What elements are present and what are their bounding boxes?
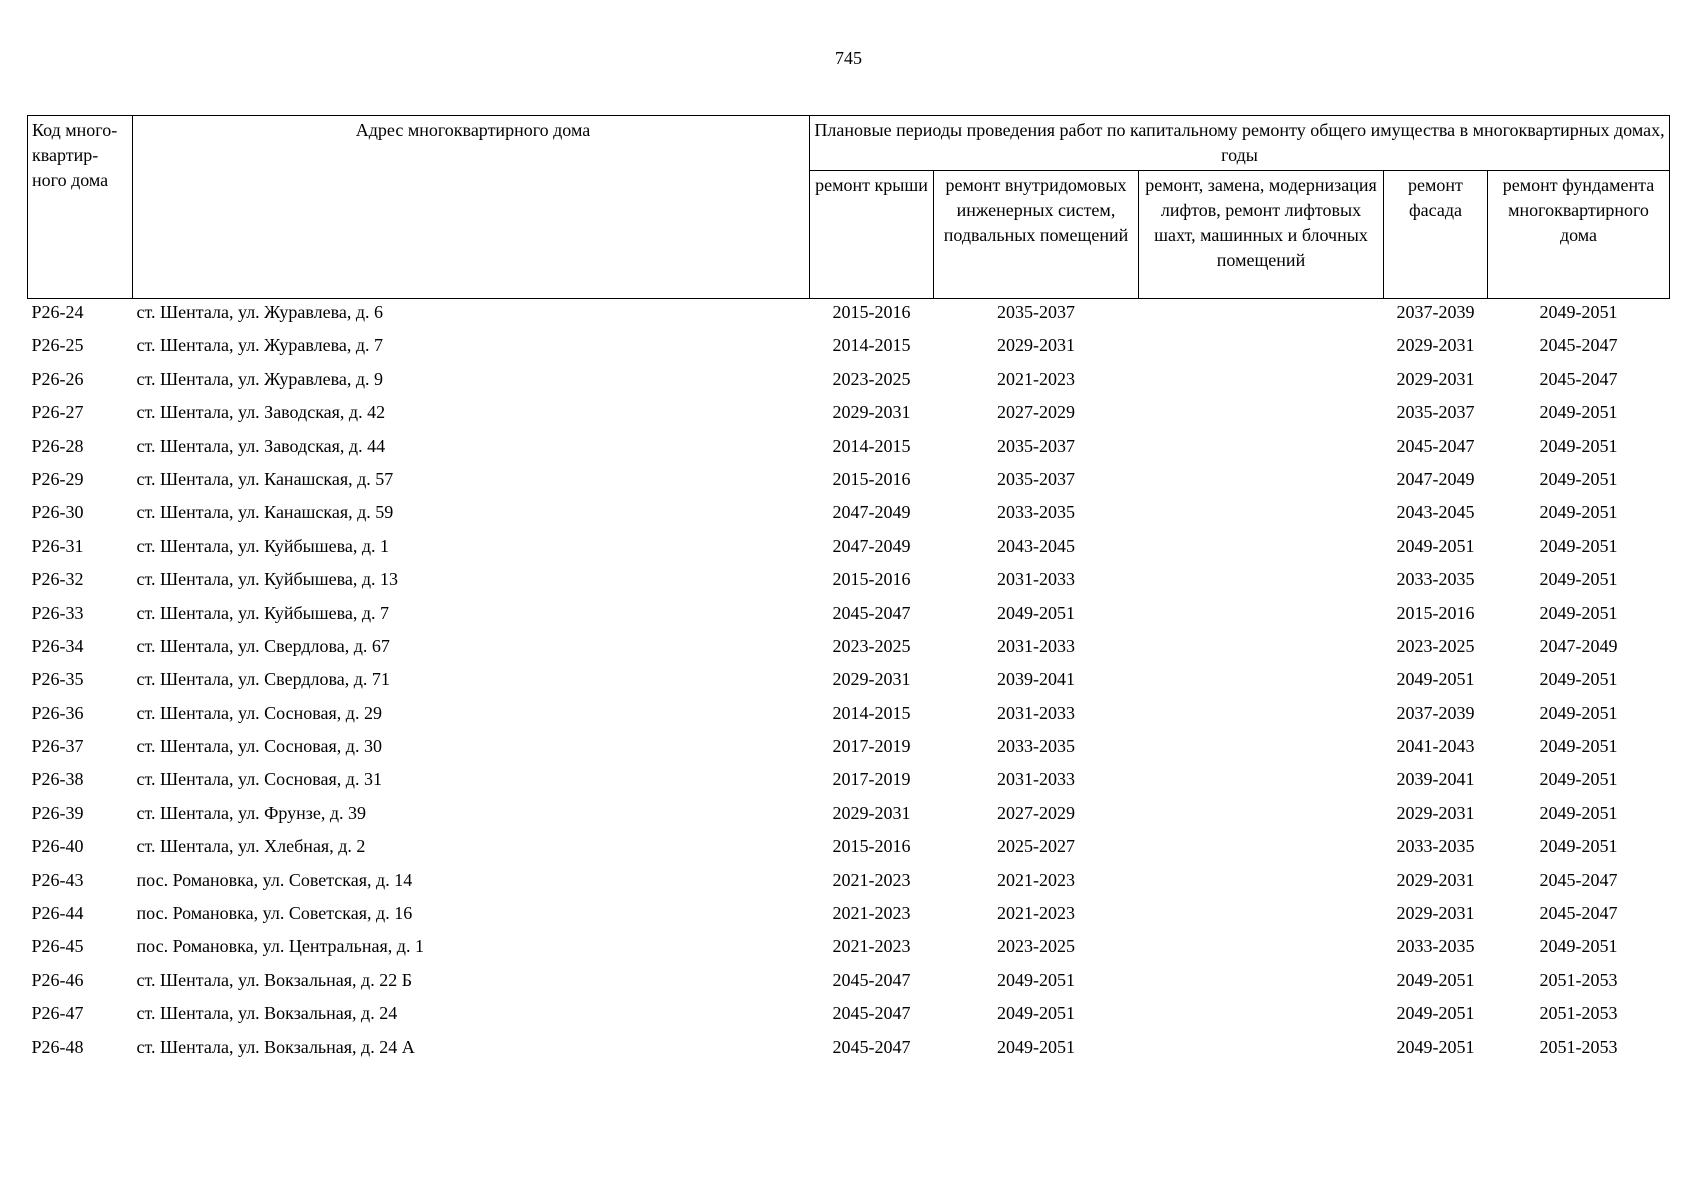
cell-lifts [1139, 433, 1384, 466]
cell-systems: 2039-2041 [997, 669, 1075, 690]
cell-lifts [1139, 800, 1384, 833]
table-row [28, 533, 1670, 566]
cell-roof: 2047-2049 [832, 502, 911, 523]
cell-lifts [1139, 700, 1384, 733]
table-body [28, 299, 1670, 1067]
cell-address: ст. Шентала, ул. Канашская, д. 57 [136, 468, 394, 489]
cell-lifts [1139, 733, 1384, 766]
table-row [28, 666, 1670, 699]
cell-systems: 2031-2033 [997, 569, 1075, 590]
cell-systems: 2043-2045 [997, 535, 1075, 556]
cell-facade: 2029-2031 [1396, 335, 1475, 356]
table-row [28, 366, 1670, 399]
cell-foundation: 2049-2051 [1539, 769, 1618, 790]
cell-systems: 2031-2033 [997, 635, 1075, 656]
cell-facade: 2049-2051 [1396, 1003, 1475, 1024]
cell-foundation: 2051-2053 [1539, 1003, 1618, 1024]
table-row [28, 332, 1670, 365]
cell-facade: 2033-2035 [1396, 569, 1475, 590]
table-row [28, 433, 1670, 466]
cell-facade: 2035-2037 [1396, 402, 1475, 423]
cell-facade: 2037-2039 [1396, 702, 1475, 723]
header-code: Код много-квартир-ного дома [28, 116, 133, 299]
cell-address: ст. Шентала, ул. Сосновая, д. 29 [136, 702, 382, 723]
cell-systems: 2035-2037 [997, 302, 1075, 322]
header-lifts: ремонт, замена, модернизация лифтов, ремонт лифтовых шахт, машинных и блочных помещений [1139, 171, 1384, 299]
page-number: 745 [835, 48, 862, 68]
cell-systems: 2027-2029 [997, 802, 1075, 823]
table-row [28, 399, 1670, 432]
cell-address: ст. Шентала, ул. Хлебная, д. 2 [136, 836, 366, 857]
cell-roof: 2045-2047 [832, 969, 911, 990]
cell-code: Р26-28 [31, 435, 84, 456]
cell-roof: 2021-2023 [832, 903, 911, 924]
table-row [28, 733, 1670, 766]
cell-systems: 2035-2037 [997, 435, 1075, 456]
cell-code: Р26-44 [31, 903, 84, 924]
table-row [28, 499, 1670, 532]
cell-address: ст. Шентала, ул. Куйбышева, д. 13 [136, 569, 398, 590]
table-row [28, 900, 1670, 933]
header-systems: ремонт внутридомовых инженерных систем, подвальных помещений [934, 171, 1139, 299]
cell-facade: 2023-2025 [1396, 635, 1475, 656]
table-row [28, 1000, 1670, 1033]
cell-code: Р26-32 [31, 569, 84, 590]
cell-lifts [1139, 499, 1384, 532]
cell-facade: 2047-2049 [1396, 468, 1475, 489]
cell-systems: 2021-2023 [997, 368, 1075, 389]
cell-systems: 2035-2037 [997, 468, 1075, 489]
cell-roof: 2045-2047 [832, 1003, 911, 1024]
cell-systems: 2023-2025 [997, 936, 1075, 957]
cell-foundation: 2049-2051 [1539, 702, 1618, 723]
cell-systems: 2029-2031 [997, 335, 1075, 356]
cell-code: Р26-38 [31, 769, 84, 790]
cell-code: Р26-47 [31, 1003, 84, 1024]
cell-roof: 2047-2049 [832, 535, 911, 556]
cell-facade: 2049-2051 [1396, 669, 1475, 690]
cell-facade: 2033-2035 [1396, 936, 1475, 957]
cell-code: Р26-39 [31, 802, 84, 823]
cell-address: ст. Шентала, ул. Журавлева, д. 6 [136, 302, 384, 322]
table-row [28, 700, 1670, 733]
cell-code: Р26-34 [31, 635, 84, 656]
cell-address: ст. Шентала, ул. Куйбышева, д. 1 [136, 535, 389, 556]
cell-address: ст. Шентала, ул. Канашская, д. 59 [136, 502, 394, 523]
cell-address: ст. Шентала, ул. Куйбышева, д. 7 [136, 602, 389, 623]
cell-code: Р26-33 [31, 602, 84, 623]
cell-roof: 2014-2015 [832, 435, 911, 456]
cell-roof: 2014-2015 [832, 335, 911, 356]
cell-foundation: 2049-2051 [1539, 569, 1618, 590]
cell-lifts [1139, 600, 1384, 633]
cell-facade: 2049-2051 [1396, 969, 1475, 990]
cell-foundation: 2049-2051 [1539, 936, 1618, 957]
cell-roof: 2029-2031 [832, 402, 911, 423]
cell-code: Р26-46 [31, 969, 84, 990]
cell-lifts [1139, 933, 1384, 966]
cell-roof: 2029-2031 [832, 802, 911, 823]
cell-address: пос. Романовка, ул. Советская, д. 16 [136, 903, 413, 924]
cell-foundation: 2049-2051 [1539, 802, 1618, 823]
cell-lifts [1139, 1034, 1384, 1067]
cell-facade: 2029-2031 [1396, 802, 1475, 823]
cell-facade: 2029-2031 [1396, 368, 1475, 389]
cell-roof: 2023-2025 [832, 368, 911, 389]
cell-systems: 2031-2033 [997, 769, 1075, 790]
table-row [28, 633, 1670, 666]
cell-roof: 2015-2016 [832, 302, 911, 322]
cell-systems: 2049-2051 [997, 1003, 1075, 1024]
cell-code: Р26-40 [31, 836, 84, 857]
cell-foundation: 2049-2051 [1539, 736, 1618, 757]
cell-foundation: 2049-2051 [1539, 535, 1618, 556]
cell-facade: 2033-2035 [1396, 836, 1475, 857]
cell-address: ст. Шентала, ул. Свердлова, д. 67 [136, 635, 390, 656]
cell-foundation: 2049-2051 [1539, 302, 1618, 322]
cell-systems: 2033-2035 [997, 502, 1075, 523]
cell-code: Р26-26 [31, 368, 84, 389]
cell-foundation: 2049-2051 [1539, 669, 1618, 690]
cell-code: Р26-35 [31, 669, 84, 690]
cell-systems: 2021-2023 [997, 869, 1075, 890]
cell-foundation: 2051-2053 [1539, 1036, 1618, 1057]
header-foundation: ремонт фундамента многоквартирного дома [1488, 171, 1670, 299]
table-row [28, 800, 1670, 833]
cell-facade: 2049-2051 [1396, 1036, 1475, 1057]
header-facade: ремонт фасада [1384, 171, 1488, 299]
cell-lifts [1139, 833, 1384, 866]
cell-lifts [1139, 967, 1384, 1000]
cell-systems: 2033-2035 [997, 736, 1075, 757]
cell-facade: 2037-2039 [1396, 302, 1475, 322]
table-row [28, 933, 1670, 966]
cell-lifts [1139, 299, 1384, 333]
cell-systems: 2049-2051 [997, 602, 1075, 623]
cell-lifts [1139, 766, 1384, 799]
cell-systems: 2021-2023 [997, 903, 1075, 924]
cell-facade: 2029-2031 [1396, 869, 1475, 890]
cell-address: ст. Шентала, ул. Заводская, д. 42 [136, 402, 386, 423]
cell-systems: 2025-2027 [997, 836, 1075, 857]
cell-facade: 2015-2016 [1396, 602, 1475, 623]
cell-systems: 2027-2029 [997, 402, 1075, 423]
cell-facade: 2043-2045 [1396, 502, 1475, 523]
cell-lifts [1139, 633, 1384, 666]
cell-foundation: 2045-2047 [1539, 368, 1618, 389]
cell-roof: 2017-2019 [832, 769, 911, 790]
table-row [28, 566, 1670, 599]
cell-code: Р26-31 [31, 535, 84, 556]
cell-roof: 2021-2023 [832, 936, 911, 957]
cell-foundation: 2051-2053 [1539, 969, 1618, 990]
table-row [28, 299, 1670, 333]
cell-foundation: 2049-2051 [1539, 602, 1618, 623]
cell-address: пос. Романовка, ул. Центральная, д. 1 [136, 936, 424, 957]
cell-roof: 2015-2016 [832, 569, 911, 590]
cell-address: ст. Шентала, ул. Журавлева, д. 7 [136, 335, 384, 356]
cell-roof: 2021-2023 [832, 869, 911, 890]
cell-foundation: 2049-2051 [1539, 402, 1618, 423]
cell-foundation: 2045-2047 [1539, 869, 1618, 890]
cell-code: Р26-25 [31, 335, 84, 356]
cell-facade: 2049-2051 [1396, 535, 1475, 556]
cell-roof: 2029-2031 [832, 669, 911, 690]
header-periods-group: Плановые периоды проведения работ по капитальному ремонту общего имущества в многоквартирных домах, годы [810, 116, 1670, 171]
cell-roof: 2015-2016 [832, 836, 911, 857]
table-row [28, 766, 1670, 799]
header-address: Адрес многоквартирного дома [133, 116, 810, 299]
cell-systems: 2031-2033 [997, 702, 1075, 723]
cell-lifts [1139, 466, 1384, 499]
cell-roof: 2045-2047 [832, 602, 911, 623]
table-row [28, 833, 1670, 866]
cell-code: Р26-29 [31, 468, 84, 489]
table-row [28, 967, 1670, 1000]
cell-roof: 2017-2019 [832, 736, 911, 757]
cell-code: Р26-45 [31, 936, 84, 957]
cell-lifts [1139, 399, 1384, 432]
table-row [28, 867, 1670, 900]
cell-systems: 2049-2051 [997, 969, 1075, 990]
table-row [28, 600, 1670, 633]
cell-lifts [1139, 366, 1384, 399]
cell-foundation: 2045-2047 [1539, 903, 1618, 924]
cell-address: пос. Романовка, ул. Советская, д. 14 [136, 869, 413, 890]
repair-schedule-table [27, 115, 1670, 1067]
cell-lifts [1139, 566, 1384, 599]
cell-lifts [1139, 332, 1384, 365]
cell-code: Р26-27 [31, 402, 84, 423]
cell-foundation: 2049-2051 [1539, 435, 1618, 456]
cell-code: Р26-24 [31, 302, 84, 322]
cell-foundation: 2049-2051 [1539, 836, 1618, 857]
cell-roof: 2023-2025 [832, 635, 911, 656]
cell-code: Р26-36 [31, 702, 84, 723]
cell-code: Р26-37 [31, 736, 84, 757]
cell-facade: 2045-2047 [1396, 435, 1475, 456]
cell-address: ст. Шентала, ул. Вокзальная, д. 24 [136, 1003, 398, 1024]
cell-code: Р26-43 [31, 869, 84, 890]
table-row [28, 466, 1670, 499]
cell-address: ст. Шентала, ул. Вокзальная, д. 22 Б [136, 969, 413, 990]
cell-address: ст. Шентала, ул. Вокзальная, д. 24 А [136, 1036, 415, 1057]
cell-lifts [1139, 900, 1384, 933]
cell-address: ст. Шентала, ул. Свердлова, д. 71 [136, 669, 390, 690]
cell-roof: 2015-2016 [832, 468, 911, 489]
cell-facade: 2029-2031 [1396, 903, 1475, 924]
cell-lifts [1139, 666, 1384, 699]
cell-lifts [1139, 867, 1384, 900]
cell-foundation: 2049-2051 [1539, 468, 1618, 489]
cell-roof: 2014-2015 [832, 702, 911, 723]
cell-lifts [1139, 1000, 1384, 1033]
cell-address: ст. Шентала, ул. Сосновая, д. 30 [136, 736, 382, 757]
cell-foundation: 2049-2051 [1539, 502, 1618, 523]
cell-facade: 2041-2043 [1396, 736, 1475, 757]
cell-facade: 2039-2041 [1396, 769, 1475, 790]
cell-systems: 2049-2051 [997, 1036, 1075, 1057]
header-roof: ремонт крыши [810, 171, 934, 299]
cell-roof: 2045-2047 [832, 1036, 911, 1057]
cell-foundation: 2047-2049 [1539, 635, 1618, 656]
cell-address: ст. Шентала, ул. Сосновая, д. 31 [136, 769, 382, 790]
cell-code: Р26-48 [31, 1036, 84, 1057]
cell-lifts [1139, 533, 1384, 566]
cell-address: ст. Шентала, ул. Журавлева, д. 9 [136, 368, 384, 389]
cell-foundation: 2045-2047 [1539, 335, 1618, 356]
cell-address: ст. Шентала, ул. Фрунзе, д. 39 [136, 802, 367, 823]
cell-code: Р26-30 [31, 502, 84, 523]
cell-address: ст. Шентала, ул. Заводская, д. 44 [136, 435, 386, 456]
table-row [28, 1034, 1670, 1067]
